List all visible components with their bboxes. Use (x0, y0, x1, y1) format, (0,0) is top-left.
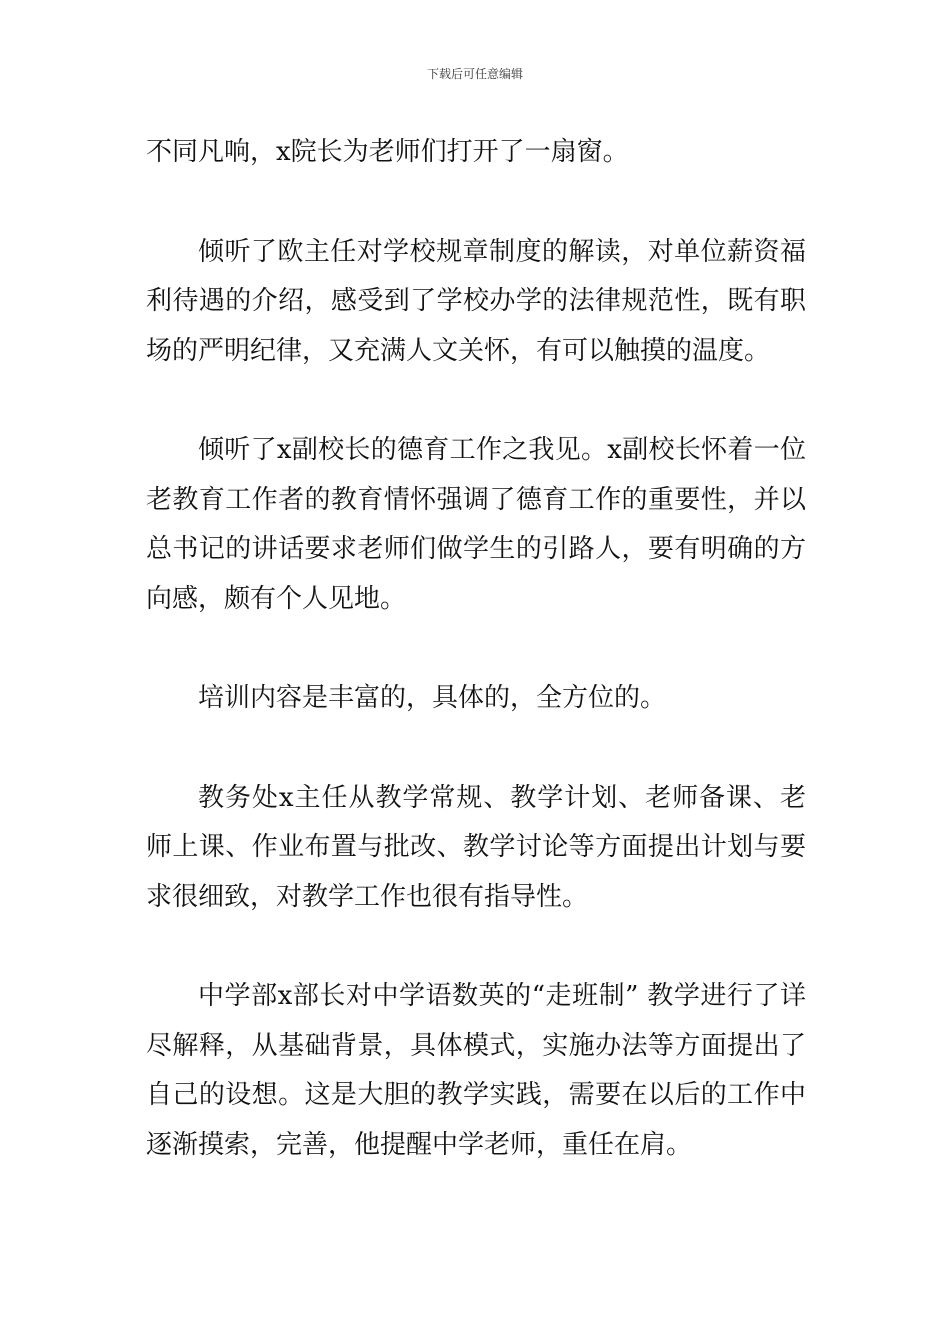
document-body (146, 128, 806, 1170)
paragraph-3: 倾听了x副校长的德育工作之我见。x副校长怀着一位老教育工作者的教育情怀强调了德育工作的重要性，并以总书记的讲话要求老师们做学生的引路人，要有明确的方向感，颇有个人见地。 (146, 435, 806, 614)
paragraph-4: 培训内容是丰富的，具体的，全方位的。 (198, 683, 667, 713)
paragraph-gap (146, 724, 806, 774)
paragraph-2: 倾听了欧主任对学校规章制度的解读，对单位薪资福利待遇的介绍，感受到了学校办学的法律规范性，既有职场的严明纪律，又充满人文关怀，有可以触摸的温度。 (146, 236, 806, 366)
paragraph-gap (146, 624, 806, 674)
paragraph-5: 教务处x主任从教学常规、教学计划、老师备课、老师上课、作业布置与批改、教学讨论等方面提出计划与要求很细致，对教学工作也很有指导性。 (146, 782, 806, 912)
paragraph-gap (146, 376, 806, 426)
paragraph-gap (146, 178, 806, 228)
paragraph-6: 中学部x部长对中学语数英的“走班制” 教学进行了详尽解释，从基础背景，具体模式，实施办法等方面提出了自己的设想。这是大胆的教学实践，需要在以后的工作中逐渐摸索，完善，他提醒中学老师，重任在肩。 (146, 981, 806, 1160)
page-header: 下载后可任意编辑 (426, 67, 523, 81)
paragraph-1: 不同凡响，x院长为老师们打开了一扇窗。 (146, 137, 629, 167)
paragraph-gap (146, 922, 806, 972)
